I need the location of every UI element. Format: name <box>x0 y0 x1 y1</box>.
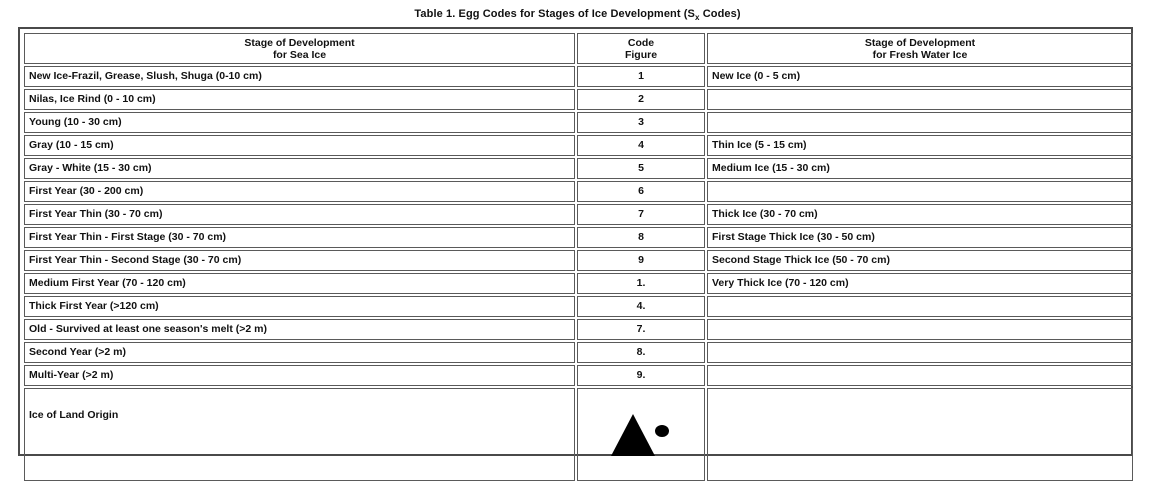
sea-ice-cell: Thick First Year (>120 cm) <box>24 296 575 317</box>
code-cell: 8 <box>577 227 705 248</box>
header-sea-ice-line1: Stage of Development <box>244 36 355 49</box>
code-cell: 4. <box>577 296 705 317</box>
table-row <box>24 227 1133 248</box>
triangle-with-dot-icon <box>611 412 671 458</box>
code-cell: 1. <box>577 273 705 294</box>
sea-ice-cell: Second Year (>2 m) <box>24 342 575 363</box>
code-cell: 1 <box>577 66 705 87</box>
table-title-main: Table 1. Egg Codes for Stages of Ice Development (S <box>414 8 695 20</box>
code-cell: 9 <box>577 250 705 271</box>
table-row <box>24 250 1133 271</box>
triangle-shape <box>611 414 655 456</box>
fresh-ice-cell: Thick Ice (30 - 70 cm) <box>707 204 1133 225</box>
code-cell: 7 <box>577 204 705 225</box>
header-sea-ice-line2: for Sea Ice <box>272 48 327 61</box>
sea-ice-cell: New Ice-Frazil, Grease, Slush, Shuga (0-10 cm) <box>24 66 575 87</box>
sea-ice-cell: Young (10 - 30 cm) <box>24 112 575 133</box>
table-row <box>24 112 1133 133</box>
fresh-ice-cell: Very Thick Ice (70 - 120 cm) <box>707 273 1133 294</box>
code-cell: 9. <box>577 365 705 386</box>
header-code-line1: Code <box>627 36 655 49</box>
fresh-ice-cell: Second Stage Thick Ice (50 - 70 cm) <box>707 250 1133 271</box>
table-row <box>24 365 1133 386</box>
sea-ice-cell: First Year Thin (30 - 70 cm) <box>24 204 575 225</box>
sea-ice-cell: First Year Thin - First Stage (30 - 70 cm) <box>24 227 575 248</box>
fresh-ice-cell: Medium Ice (15 - 30 cm) <box>707 158 1133 179</box>
table-row <box>24 158 1133 179</box>
sea-ice-cell: Old - Survived at least one season's melt (>2 m) <box>24 319 575 340</box>
code-cell: 6 <box>577 181 705 202</box>
fresh-ice-cell: Thin Ice (5 - 15 cm) <box>707 135 1133 156</box>
code-cell: 5 <box>577 158 705 179</box>
table-row-land-origin <box>24 388 1133 481</box>
dot-shape <box>655 425 669 437</box>
sea-ice-cell: Gray (10 - 15 cm) <box>24 135 575 156</box>
header-fresh-line1: Stage of Development <box>864 36 976 49</box>
table-row <box>24 342 1133 363</box>
fresh-ice-cell <box>707 365 1133 386</box>
table-row <box>24 273 1133 294</box>
header-fresh-water-ice <box>707 33 1133 64</box>
table-row <box>24 135 1133 156</box>
code-cell: 4 <box>577 135 705 156</box>
table-title <box>0 8 1155 22</box>
egg-codes-table-frame <box>18 27 1133 456</box>
sea-ice-cell: Gray - White (15 - 30 cm) <box>24 158 575 179</box>
fresh-ice-cell: First Stage Thick Ice (30 - 50 cm) <box>707 227 1133 248</box>
fresh-ice-cell <box>707 296 1133 317</box>
header-code-figure <box>577 33 705 64</box>
code-cell: 2 <box>577 89 705 110</box>
fresh-ice-cell <box>707 89 1133 110</box>
header-code-line2: Figure <box>624 48 658 61</box>
fresh-ice-cell: New Ice (0 - 5 cm) <box>707 66 1133 87</box>
table-row <box>24 296 1133 317</box>
header-fresh-line2: for Fresh Water Ice <box>872 48 968 61</box>
code-cell: 7. <box>577 319 705 340</box>
table-row <box>24 66 1133 87</box>
table-row <box>24 89 1133 110</box>
table-title-subscript: x <box>694 13 700 23</box>
fresh-ice-cell-land-origin <box>707 388 1133 481</box>
header-row <box>24 33 1133 64</box>
sea-ice-cell: First Year (30 - 200 cm) <box>24 181 575 202</box>
code-cell: 3 <box>577 112 705 133</box>
table-title-end: Codes) <box>699 8 741 20</box>
sea-ice-cell: Medium First Year (70 - 120 cm) <box>24 273 575 294</box>
header-sea-ice <box>24 33 575 64</box>
sea-ice-cell: Multi-Year (>2 m) <box>24 365 575 386</box>
sea-ice-cell: Nilas, Ice Rind (0 - 10 cm) <box>24 89 575 110</box>
fresh-ice-cell <box>707 319 1133 340</box>
table-row <box>24 319 1133 340</box>
sea-ice-cell: First Year Thin - Second Stage (30 - 70 cm) <box>24 250 575 271</box>
fresh-ice-cell <box>707 181 1133 202</box>
table-row <box>24 181 1133 202</box>
code-cell-land-origin <box>577 388 705 481</box>
table-row <box>24 204 1133 225</box>
fresh-ice-cell <box>707 112 1133 133</box>
code-cell: 8. <box>577 342 705 363</box>
egg-codes-table <box>22 31 1135 483</box>
fresh-ice-cell <box>707 342 1133 363</box>
sea-ice-cell-land-origin: Ice of Land Origin <box>24 388 575 481</box>
